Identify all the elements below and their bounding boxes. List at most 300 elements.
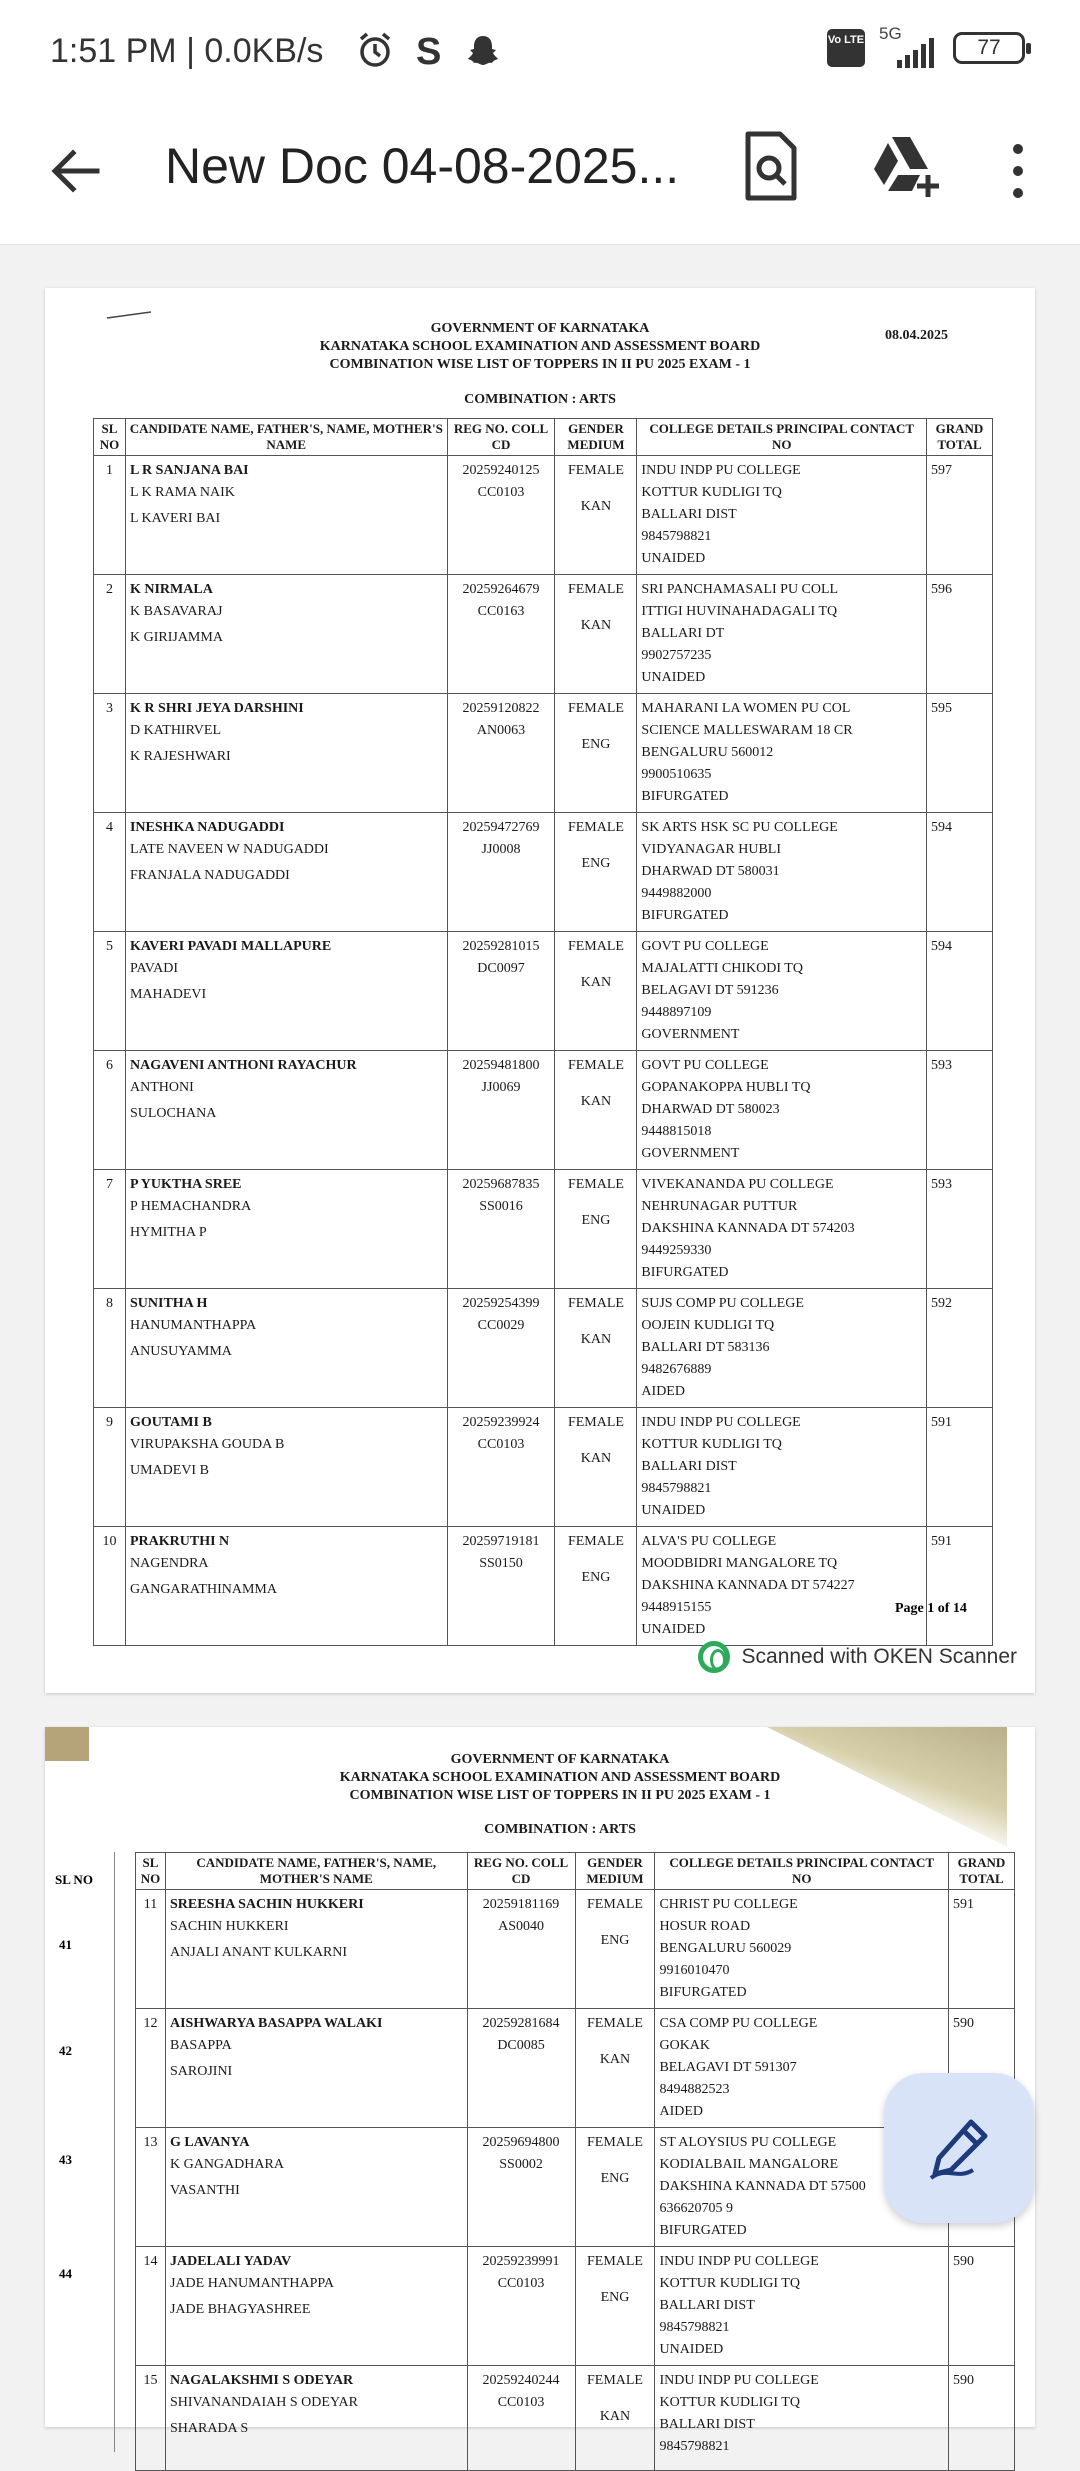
medium: KAN bbox=[580, 1332, 612, 1347]
college-line: ST ALOYSIUS PU COLLEGE bbox=[659, 2135, 837, 2150]
header-line-2: KARNATAKA SCHOOL EXAMINATION AND ASSESSMENT BOARD bbox=[339, 1770, 781, 1785]
college-line: UNAIDED bbox=[641, 670, 706, 685]
reg-no: 20259254399 bbox=[462, 1296, 540, 1311]
gender: FEMALE bbox=[567, 1534, 624, 1549]
oken-logo-icon bbox=[698, 1641, 730, 1673]
candidate-name: PRAKRUTHI N bbox=[129, 1534, 230, 1549]
cell-reg bbox=[447, 1527, 555, 1646]
gender: FEMALE bbox=[586, 2016, 643, 2031]
father-name: HANUMANTHAPPA bbox=[129, 1318, 257, 1333]
cell-total: 591 bbox=[927, 1408, 993, 1527]
table-row bbox=[94, 1289, 993, 1408]
reg-no: 20259281015 bbox=[462, 939, 540, 954]
medium: KAN bbox=[580, 975, 612, 990]
status-time: 1:51 PM | 0.0KB/s bbox=[50, 32, 324, 70]
document-page-1[interactable] bbox=[45, 288, 1035, 1693]
cell-reg bbox=[447, 694, 555, 813]
table-row bbox=[136, 2247, 1015, 2366]
cell-total: 590 bbox=[948, 2009, 1014, 2128]
college-line: SK ARTS HSK SC PU COLLEGE bbox=[641, 820, 838, 835]
cell-candidate bbox=[125, 694, 447, 813]
father-name: K GANGADHARA bbox=[169, 2157, 284, 2172]
candidate-name: K NIRMALA bbox=[129, 582, 213, 597]
college-line: UNAIDED bbox=[641, 1503, 706, 1518]
college-line: VIDYANAGAR HUBLI bbox=[641, 842, 782, 857]
college-line: 9449882000 bbox=[641, 886, 712, 901]
college-line: BIFURGATED bbox=[659, 2223, 747, 2238]
mother-name: SHARADA S bbox=[169, 2421, 249, 2436]
app-bar bbox=[0, 105, 1080, 245]
medium: ENG bbox=[581, 737, 611, 752]
cell-gender bbox=[555, 694, 637, 813]
cell-reg bbox=[467, 2009, 575, 2128]
father-name: LATE NAVEEN W NADUGADDI bbox=[129, 842, 329, 857]
reg-no: 20259719181 bbox=[462, 1534, 540, 1549]
cell-candidate bbox=[125, 1408, 447, 1527]
college-line: MAJALATTI CHIKODI TQ bbox=[641, 961, 803, 976]
cell-college bbox=[655, 2247, 949, 2366]
cell-gender bbox=[555, 1051, 637, 1170]
college-line: BALLARI DT 583136 bbox=[641, 1340, 770, 1355]
col-college: COLLEGE DETAILS PRINCIPAL CONTACT NO bbox=[637, 419, 927, 456]
cell-total: 590 bbox=[948, 2366, 1014, 2471]
gender: FEMALE bbox=[567, 582, 624, 597]
cell-sl: 6 bbox=[94, 1051, 126, 1170]
table-row bbox=[94, 813, 993, 932]
cell-college bbox=[637, 1408, 927, 1527]
college-line: BALLARI DIST bbox=[659, 2417, 755, 2432]
gender: FEMALE bbox=[567, 1415, 624, 1430]
college-line: ALVA'S PU COLLEGE bbox=[641, 1534, 777, 1549]
col-gender: GENDER MEDIUM bbox=[575, 1853, 655, 1890]
cell-gender bbox=[575, 2009, 655, 2128]
table-row bbox=[94, 1408, 993, 1527]
college-line: 9448815018 bbox=[641, 1124, 712, 1139]
college-line: DAKSHINA KANNADA DT 57500 bbox=[659, 2179, 866, 2194]
cell-total: 597 bbox=[927, 456, 993, 575]
medium: KAN bbox=[580, 618, 612, 633]
mother-name: JADE BHAGYASHREE bbox=[169, 2302, 311, 2317]
cell-total: 594 bbox=[927, 813, 993, 932]
cell-college bbox=[637, 1527, 927, 1646]
college-line: GOVERNMENT bbox=[641, 1027, 740, 1042]
college-line: BALLARI DIST bbox=[641, 1459, 737, 1474]
father-name: L K RAMA NAIK bbox=[129, 485, 235, 500]
cell-candidate bbox=[125, 1170, 447, 1289]
college-line: OOJEIN KUDLIGI TQ bbox=[641, 1318, 775, 1333]
cell-sl: 3 bbox=[94, 694, 126, 813]
mother-name: SULOCHANA bbox=[129, 1106, 217, 1121]
cell-gender bbox=[575, 1890, 655, 2009]
cell-college bbox=[637, 932, 927, 1051]
table-body bbox=[136, 1890, 1015, 2471]
table-row bbox=[136, 2009, 1015, 2128]
cell-college bbox=[637, 813, 927, 932]
coll-code: AS0040 bbox=[498, 1919, 544, 1934]
cell-candidate bbox=[165, 2366, 467, 2471]
gender: FEMALE bbox=[586, 2135, 643, 2150]
col-gender: GENDER MEDIUM bbox=[555, 419, 637, 456]
medium: ENG bbox=[600, 2171, 630, 2186]
father-name: SACHIN HUKKERI bbox=[169, 1919, 289, 1934]
medium: KAN bbox=[580, 499, 612, 514]
mother-name: ANJALI ANANT KULKARNI bbox=[169, 1945, 348, 1960]
status-bar bbox=[0, 0, 1080, 105]
cell-sl: 8 bbox=[94, 1289, 126, 1408]
coll-code: SS0150 bbox=[479, 1556, 523, 1571]
cell-total: 591 bbox=[948, 1890, 1014, 2009]
snapchat-icon bbox=[465, 32, 501, 68]
reg-no: 20259239991 bbox=[482, 2254, 560, 2269]
reg-no: 20259481800 bbox=[462, 1058, 540, 1073]
col-sl: SL NO bbox=[136, 1853, 166, 1890]
reg-no: 20259181169 bbox=[482, 1897, 560, 1912]
page-number: Page 1 of 14 bbox=[895, 1601, 967, 1616]
fragment-header: SL NO bbox=[55, 1872, 93, 1887]
cell-sl: 1 bbox=[94, 456, 126, 575]
cell-total: 596 bbox=[927, 575, 993, 694]
col-college: COLLEGE DETAILS PRINCIPAL CONTACT NO bbox=[655, 1853, 949, 1890]
col-candidate: CANDIDATE NAME, FATHER'S, NAME, MOTHER'S NAME bbox=[165, 1853, 467, 1890]
medium: ENG bbox=[600, 2290, 630, 2305]
medium: ENG bbox=[581, 856, 611, 871]
svg-text:S: S bbox=[416, 31, 442, 73]
gender: FEMALE bbox=[567, 1296, 624, 1311]
college-line: VIVEKANANDA PU COLLEGE bbox=[641, 1177, 834, 1192]
candidate-name: P YUKTHA SREE bbox=[129, 1177, 242, 1192]
college-line: DHARWAD DT 580031 bbox=[641, 864, 780, 879]
cell-sl: 15 bbox=[136, 2366, 166, 2471]
cell-sl: 10 bbox=[94, 1527, 126, 1646]
college-line: AIDED bbox=[641, 1384, 685, 1399]
arrow-left-icon[interactable] bbox=[45, 140, 107, 202]
cell-candidate bbox=[165, 2128, 467, 2247]
college-line: KODIALBAIL MANGALORE bbox=[659, 2157, 839, 2172]
father-name: VIRUPAKSHA GOUDA B bbox=[129, 1437, 285, 1452]
cell-total: 590 bbox=[948, 2247, 1014, 2366]
college-line: DHARWAD DT 580023 bbox=[641, 1102, 780, 1117]
father-name: NAGENDRA bbox=[129, 1556, 209, 1571]
signal-icon bbox=[895, 38, 939, 68]
combination-label: COMBINATION : ARTS bbox=[484, 1822, 636, 1837]
more-vertical-icon[interactable] bbox=[1000, 141, 1036, 201]
gender: FEMALE bbox=[567, 939, 624, 954]
cell-sl: 5 bbox=[94, 932, 126, 1051]
college-line: SRI PANCHAMASALI PU COLL bbox=[641, 582, 839, 597]
mother-name: GANGARATHINAMMA bbox=[129, 1582, 277, 1597]
gender: FEMALE bbox=[567, 820, 624, 835]
college-line: GOVT PU COLLEGE bbox=[641, 1058, 769, 1073]
college-line: SCIENCE MALLESWARAM 18 CR bbox=[641, 723, 853, 738]
coll-code: CC0103 bbox=[497, 2276, 545, 2291]
college-line: KOTTUR KUDLIGI TQ bbox=[659, 2276, 800, 2291]
s-app-icon bbox=[413, 30, 447, 73]
table-row bbox=[136, 2128, 1015, 2247]
edit-fab-button[interactable] bbox=[884, 2073, 1034, 2223]
cell-gender bbox=[555, 813, 637, 932]
cell-total: 592 bbox=[927, 1289, 993, 1408]
college-line: 9902757235 bbox=[641, 648, 712, 663]
cell-reg bbox=[447, 1170, 555, 1289]
gender: FEMALE bbox=[567, 701, 624, 716]
candidate-name: G LAVANYA bbox=[169, 2135, 250, 2150]
cell-reg bbox=[467, 2366, 575, 2471]
col-total: GRAND TOTAL bbox=[948, 1853, 1014, 1890]
college-line: BENGALURU 560029 bbox=[659, 1941, 792, 1956]
volte-badge: Vo LTE bbox=[827, 29, 865, 67]
college-line: CSA COMP PU COLLEGE bbox=[659, 2016, 818, 2031]
pen-mark bbox=[105, 310, 155, 320]
college-line: 9916010470 bbox=[659, 1963, 730, 1978]
mother-name: K GIRIJAMMA bbox=[129, 630, 223, 645]
cell-sl: 9 bbox=[94, 1408, 126, 1527]
college-line: 9449259330 bbox=[641, 1243, 712, 1258]
fragment-number: 41 bbox=[59, 1937, 72, 1952]
combination-label: COMBINATION : ARTS bbox=[464, 392, 616, 407]
mother-name: ANUSUYAMMA bbox=[129, 1344, 232, 1359]
cell-sl: 4 bbox=[94, 813, 126, 932]
cell-college bbox=[637, 575, 927, 694]
cell-sl: 11 bbox=[136, 1890, 166, 2009]
alarm-icon bbox=[355, 30, 395, 70]
cell-candidate bbox=[125, 1289, 447, 1408]
cell-total: 593 bbox=[927, 1170, 993, 1289]
college-line: KOTTUR KUDLIGI TQ bbox=[641, 485, 782, 500]
gender: FEMALE bbox=[586, 2373, 643, 2388]
college-line: BIFURGATED bbox=[641, 908, 729, 923]
candidate-name: NAGALAKSHMI S ODEYAR bbox=[169, 2373, 354, 2388]
col-reg: REG NO. COLL CD bbox=[467, 1853, 575, 1890]
coll-code: SS0002 bbox=[499, 2157, 543, 2172]
college-line: INDU INDP PU COLLEGE bbox=[641, 463, 801, 478]
cell-reg bbox=[447, 1408, 555, 1527]
cell-candidate bbox=[125, 575, 447, 694]
cell-reg bbox=[447, 1051, 555, 1170]
college-line: 9845798821 bbox=[659, 2439, 730, 2454]
cell-reg bbox=[447, 1289, 555, 1408]
father-name: BASAPPA bbox=[169, 2038, 232, 2053]
cell-candidate bbox=[165, 2009, 467, 2128]
cell-gender bbox=[555, 1527, 637, 1646]
college-line: INDU INDP PU COLLEGE bbox=[659, 2373, 819, 2388]
college-line: BIFURGATED bbox=[659, 1985, 747, 2000]
gender: FEMALE bbox=[586, 2254, 643, 2269]
college-line: GOPANAKOPPA HUBLI TQ bbox=[641, 1080, 811, 1095]
college-line: HOSUR ROAD bbox=[659, 1919, 751, 1934]
mother-name: SAROJINI bbox=[169, 2064, 233, 2079]
cell-reg bbox=[467, 2247, 575, 2366]
col-reg: REG NO. COLL CD bbox=[447, 419, 555, 456]
status-system-icons bbox=[827, 24, 1025, 68]
fragment-number: 44 bbox=[59, 2266, 72, 2281]
cell-reg bbox=[447, 813, 555, 932]
candidate-name: K R SHRI JEYA DARSHINI bbox=[129, 701, 304, 716]
father-name: SHIVANANDAIAH S ODEYAR bbox=[169, 2395, 358, 2410]
college-line: BENGALURU 560012 bbox=[641, 745, 774, 760]
cell-candidate bbox=[125, 1051, 447, 1170]
table-row bbox=[94, 694, 993, 813]
college-line: UNAIDED bbox=[641, 551, 706, 566]
cell-sl: 12 bbox=[136, 2009, 166, 2128]
mother-name: HYMITHA P bbox=[129, 1225, 207, 1240]
cell-candidate bbox=[165, 1890, 467, 2009]
table-row bbox=[94, 1527, 993, 1646]
document-page-2[interactable] bbox=[45, 1727, 1035, 2454]
status-notification-icons bbox=[355, 30, 501, 73]
college-line: GOVERNMENT bbox=[641, 1146, 740, 1161]
google-drive-add-icon[interactable] bbox=[868, 133, 940, 199]
college-line: BALLARI DT bbox=[641, 626, 725, 641]
mother-name: K RAJESHWARI bbox=[129, 749, 231, 764]
college-line: GOKAK bbox=[659, 2038, 711, 2053]
candidate-name: JADELALI YADAV bbox=[169, 2254, 292, 2269]
college-line: KOTTUR KUDLIGI TQ bbox=[659, 2395, 800, 2410]
table-row bbox=[94, 1170, 993, 1289]
cell-college bbox=[637, 694, 927, 813]
candidate-name: SUNITHA H bbox=[129, 1296, 208, 1311]
network-indicator bbox=[879, 24, 939, 68]
fragment-number: 43 bbox=[59, 2152, 72, 2167]
coll-code: CC0103 bbox=[477, 485, 525, 500]
cell-sl: 2 bbox=[94, 575, 126, 694]
coll-code: CC0163 bbox=[477, 604, 525, 619]
candidate-name: SREESHA SACHIN HUKKERI bbox=[169, 1897, 364, 1912]
cell-reg bbox=[447, 575, 555, 694]
adjacent-page-fragment bbox=[45, 1852, 115, 2452]
mother-name: MAHADEVI bbox=[129, 987, 207, 1002]
table-row bbox=[94, 575, 993, 694]
college-line: BELAGAVI DT 591236 bbox=[641, 983, 779, 998]
reg-no: 20259694800 bbox=[482, 2135, 560, 2150]
father-name: JADE HANUMANTHAPPA bbox=[169, 2276, 334, 2291]
cell-candidate bbox=[125, 932, 447, 1051]
scanned-text: Scanned with OKEN Scanner bbox=[741, 1645, 1017, 1668]
college-line: INDU INDP PU COLLEGE bbox=[641, 1415, 801, 1430]
father-name: P HEMACHANDRA bbox=[129, 1199, 252, 1214]
reg-no: 20259264679 bbox=[462, 582, 540, 597]
cell-candidate bbox=[125, 456, 447, 575]
cell-reg bbox=[467, 1890, 575, 2009]
cell-reg bbox=[447, 932, 555, 1051]
cell-gender bbox=[575, 2247, 655, 2366]
college-line: 8494882523 bbox=[659, 2082, 730, 2097]
coll-code: CC0103 bbox=[477, 1437, 525, 1452]
father-name: ANTHONI bbox=[129, 1080, 194, 1095]
col-total: GRAND TOTAL bbox=[927, 419, 993, 456]
table-row bbox=[136, 2366, 1015, 2471]
gender: FEMALE bbox=[567, 1058, 624, 1073]
gender: FEMALE bbox=[567, 1177, 624, 1192]
coll-code: JJ0069 bbox=[481, 1080, 521, 1095]
medium: KAN bbox=[580, 1094, 612, 1109]
table-row bbox=[94, 932, 993, 1051]
cell-sl: 7 bbox=[94, 1170, 126, 1289]
cell-gender bbox=[555, 575, 637, 694]
table-header-row bbox=[136, 1853, 1015, 1890]
college-line: INDU INDP PU COLLEGE bbox=[659, 2254, 819, 2269]
college-line: BALLARI DIST bbox=[641, 507, 737, 522]
coll-code: JJ0008 bbox=[481, 842, 521, 857]
college-line: DAKSHINA KANNADA DT 574203 bbox=[641, 1221, 855, 1236]
table-header-row bbox=[94, 419, 993, 456]
header-line-3: COMBINATION WISE LIST OF TOPPERS IN II PU 2025 EXAM - 1 bbox=[329, 357, 751, 372]
father-name: K BASAVARAJ bbox=[129, 604, 223, 619]
college-line: BIFURGATED bbox=[641, 789, 729, 804]
candidate-name: INESHKA NADUGADDI bbox=[129, 820, 285, 835]
toppers-table bbox=[93, 418, 993, 1646]
college-line: BALLARI DIST bbox=[659, 2298, 755, 2313]
college-line: 9845798821 bbox=[641, 529, 712, 544]
cell-sl: 13 bbox=[136, 2128, 166, 2247]
college-line: 9448915155 bbox=[641, 1600, 712, 1615]
candidate-name: GOUTAMI B bbox=[129, 1415, 212, 1430]
cell-gender bbox=[555, 1408, 637, 1527]
header-line-2: KARNATAKA SCHOOL EXAMINATION AND ASSESSMENT BOARD bbox=[319, 339, 761, 354]
table-row bbox=[94, 456, 993, 575]
college-line: MAHARANI LA WOMEN PU COL bbox=[641, 701, 851, 716]
mother-name: VASANTHI bbox=[169, 2183, 240, 2198]
college-line: UNAIDED bbox=[659, 2342, 724, 2357]
cell-gender bbox=[555, 1289, 637, 1408]
cell-gender bbox=[575, 2128, 655, 2247]
document-title: New Doc 04-08-2025... bbox=[165, 138, 680, 194]
cell-college bbox=[655, 2366, 949, 2471]
college-line: BELAGAVI DT 591307 bbox=[659, 2060, 797, 2075]
reg-no: 20259472769 bbox=[462, 820, 540, 835]
cell-total: 591 bbox=[927, 1527, 993, 1646]
college-line: CHRIST PU COLLEGE bbox=[659, 1897, 798, 1912]
header-line-1: GOVERNMENT OF KARNATAKA bbox=[450, 1752, 670, 1767]
table-row bbox=[136, 1890, 1015, 2009]
coll-code: AN0063 bbox=[476, 723, 526, 738]
college-line: NEHRUNAGAR PUTTUR bbox=[641, 1199, 798, 1214]
mother-name: FRANJALA NADUGADDI bbox=[129, 868, 290, 883]
header-line-3: COMBINATION WISE LIST OF TOPPERS IN II PU 2025 EXAM - 1 bbox=[349, 1788, 771, 1803]
cell-college bbox=[637, 1051, 927, 1170]
college-line: SUJS COMP PU COLLEGE bbox=[641, 1296, 804, 1311]
battery-indicator: 77 bbox=[953, 32, 1025, 64]
cell-total: 593 bbox=[927, 1051, 993, 1170]
col-candidate: CANDIDATE NAME, FATHER'S, NAME, MOTHER'S NAME bbox=[125, 419, 447, 456]
college-line: 636620705 9 bbox=[659, 2201, 733, 2216]
coll-code: DC0085 bbox=[497, 2038, 545, 2053]
gender: FEMALE bbox=[567, 463, 624, 478]
college-line: GOVT PU COLLEGE bbox=[641, 939, 769, 954]
cell-college bbox=[655, 1890, 949, 2009]
medium: KAN bbox=[599, 2409, 631, 2424]
cell-reg bbox=[447, 456, 555, 575]
college-line: 9900510635 bbox=[641, 767, 712, 782]
cell-candidate bbox=[165, 2247, 467, 2366]
father-name: D KATHIRVEL bbox=[129, 723, 222, 738]
document-search-icon[interactable] bbox=[740, 130, 802, 202]
college-line: AIDED bbox=[659, 2104, 704, 2119]
medium: ENG bbox=[600, 1933, 630, 1948]
cell-gender bbox=[555, 456, 637, 575]
cell-gender bbox=[555, 932, 637, 1051]
reg-no: 20259240244 bbox=[482, 2373, 560, 2388]
edit-pen-icon bbox=[927, 2116, 991, 2180]
coll-code: CC0103 bbox=[497, 2395, 545, 2410]
cell-college bbox=[637, 1170, 927, 1289]
network-type: 5G bbox=[879, 24, 902, 43]
table-body bbox=[94, 456, 993, 1646]
college-line: 9845798821 bbox=[641, 1481, 712, 1496]
medium: KAN bbox=[580, 1451, 612, 1466]
cell-sl: 14 bbox=[136, 2247, 166, 2366]
scanned-watermark bbox=[698, 1641, 1017, 1673]
college-line: 9448897109 bbox=[641, 1005, 712, 1020]
